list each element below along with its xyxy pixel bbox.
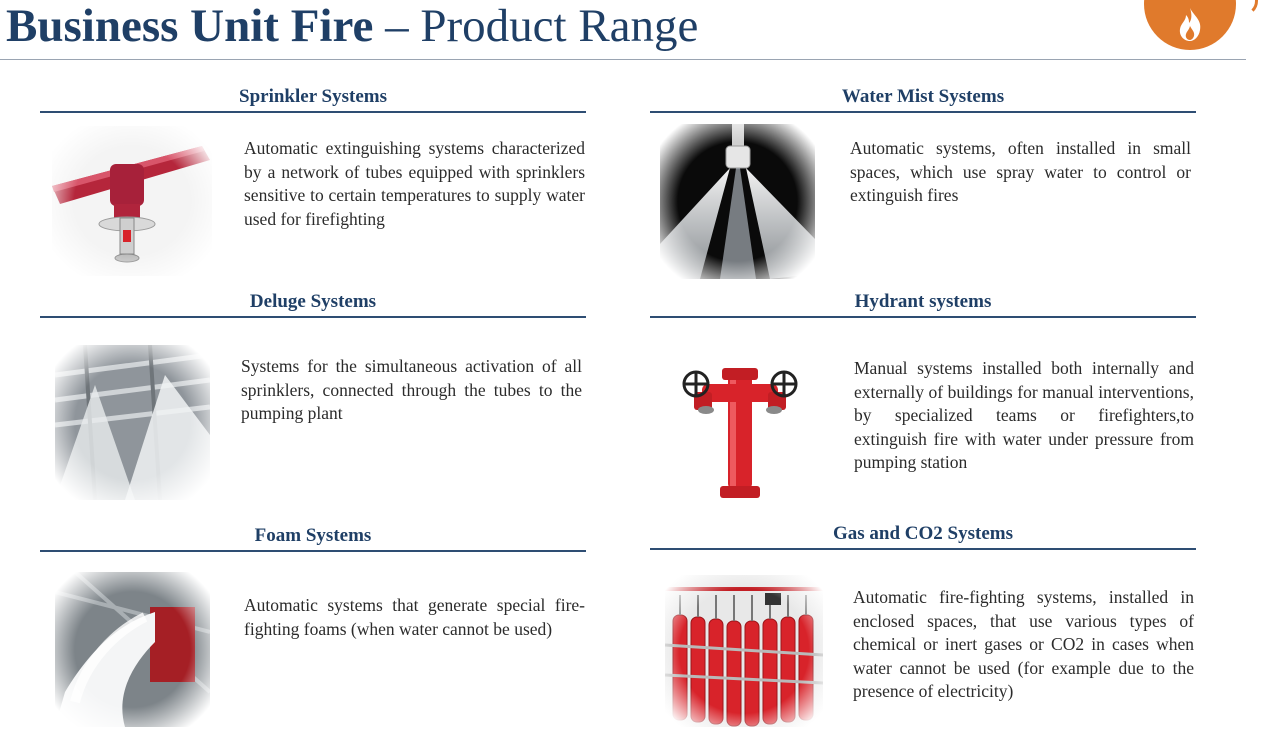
foam-discharge-image — [55, 572, 210, 727]
sprinkler-section-title: Sprinkler Systems — [40, 85, 586, 113]
gas-description: Automatic fire-fighting systems, installed in enclosed spaces, that use various types of chemical or inert gases or CO2 in cases when water cannot be used (for example due to the presence of electricity) — [853, 587, 1194, 701]
foam-description: Automatic systems that generate special fire-fighting foams (when water cannot be used) — [244, 595, 585, 639]
red-hydrant-image — [680, 362, 800, 504]
foam-section-title: Foam Systems — [40, 524, 586, 552]
sprinkler-description: Automatic extinguishing systems characterized by a network of tubes equipped with sprinklers sensitive to certain temperatures to supply water used for firefighting — [244, 138, 585, 229]
water-mist-section-title: Water Mist Systems — [650, 85, 1196, 113]
page-title — [6, 0, 698, 58]
deluge-description: Systems for the simultaneous activation of all sprinklers, connected through the tubes to the pumping plant — [241, 356, 582, 423]
fire-logo-icon — [1144, 0, 1236, 50]
gas-section-title: Gas and CO2 Systems — [650, 522, 1196, 550]
water-mist-nozzle-image — [660, 124, 815, 279]
sprinkler-head-image — [52, 126, 212, 276]
page-title-bold: Business Unit Fire — [6, 0, 374, 52]
water-mist-description: Automatic systems, often installed in small spaces, which use spray water to control or extinguish fires — [850, 138, 1191, 205]
hydrant-section-title: Hydrant systems — [650, 290, 1196, 318]
hydrant-description: Manual systems installed both internally and externally of buildings for manual interventions, by specialized teams or firefighters,to extinguish fire with water under pressure from pumping station — [854, 358, 1194, 472]
header-divider — [0, 59, 1246, 60]
deluge-section-title: Deluge Systems — [40, 290, 586, 318]
page-title-rest: – Product Range — [373, 0, 699, 52]
deluge-spray-image — [55, 345, 210, 500]
gas-cylinder-bank-image — [665, 575, 823, 727]
